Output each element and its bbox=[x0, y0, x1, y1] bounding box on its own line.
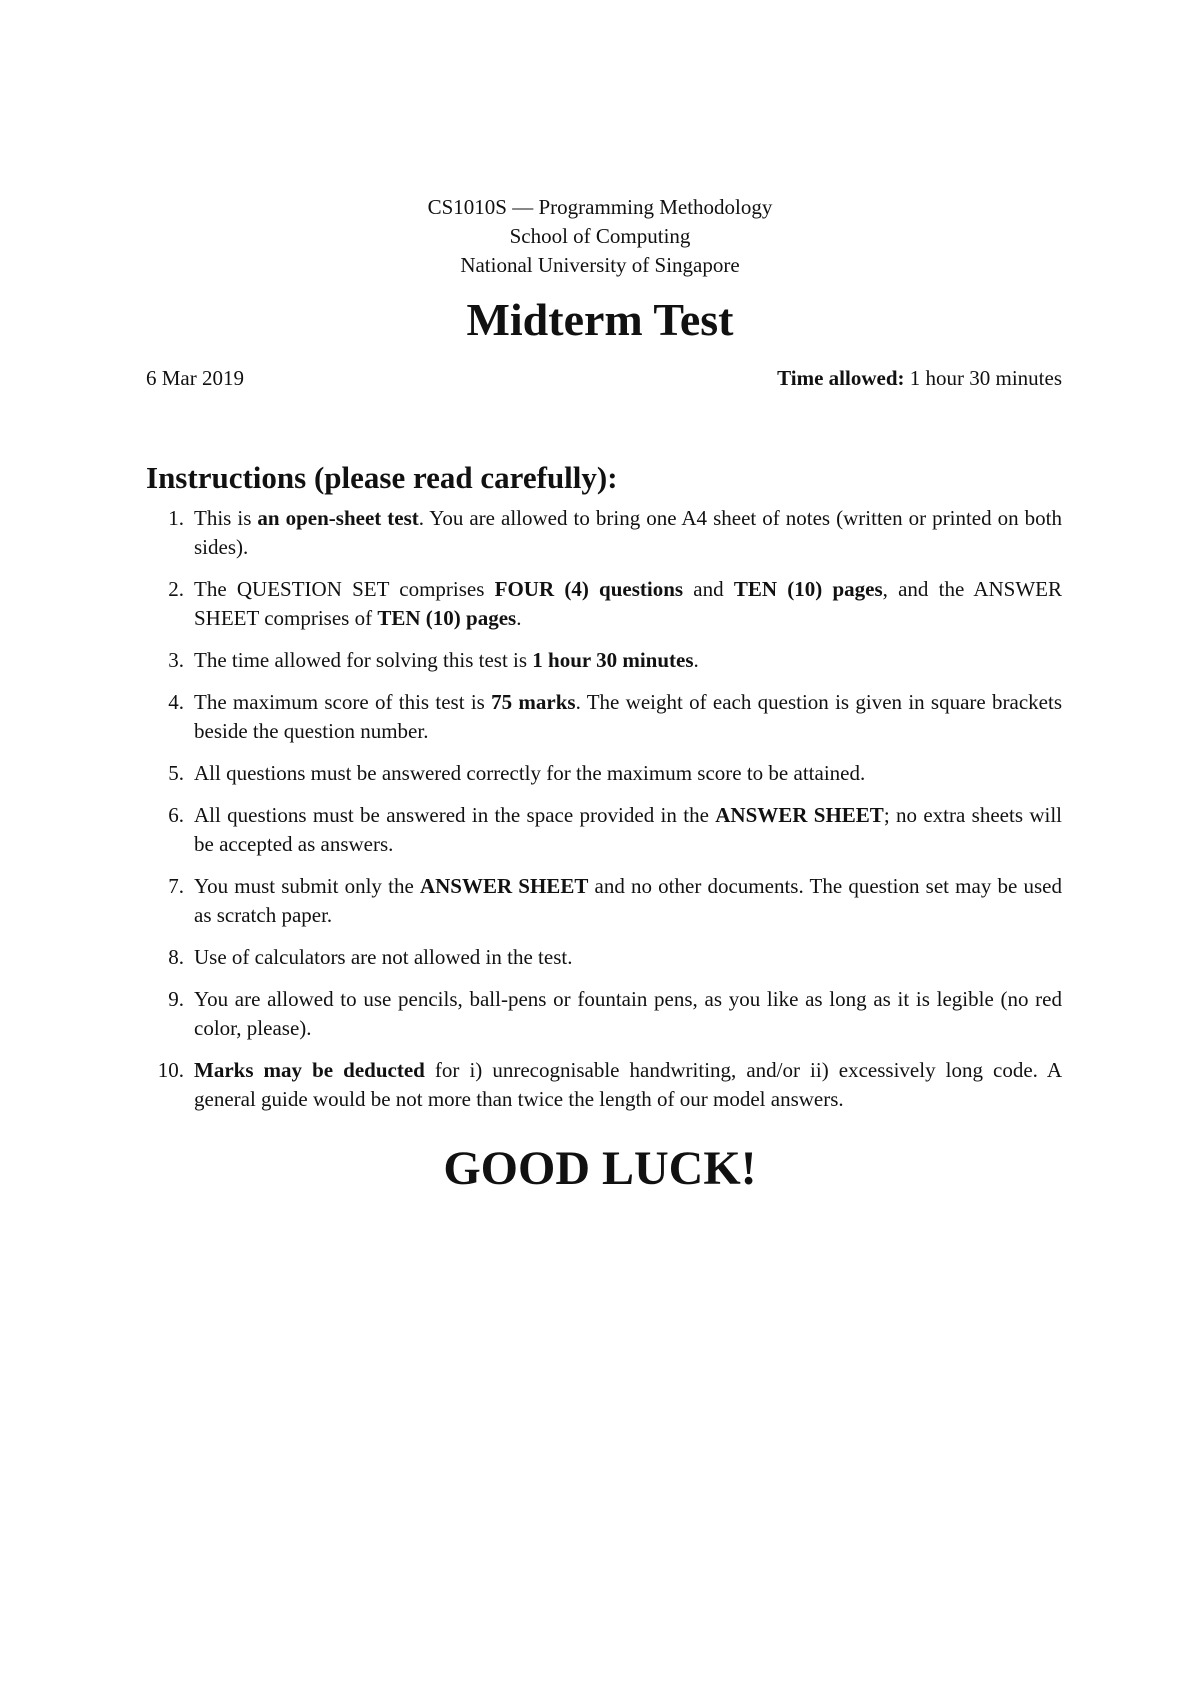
instruction-text: . The weight of each question is given in square brackets beside the question number. bbox=[194, 690, 1062, 743]
instruction-text: All questions must be answered correctly for the maximum score to be attained. bbox=[194, 761, 866, 785]
university-name: National University of Singapore bbox=[460, 253, 740, 277]
instruction-emphasis: Marks may be deducted bbox=[194, 1058, 425, 1082]
instruction-item bbox=[146, 575, 1062, 633]
time-allowed-label: Time allowed: bbox=[777, 366, 905, 390]
instruction-number: 4. bbox=[168, 690, 184, 714]
instruction-item bbox=[146, 801, 1062, 859]
instruction-text: The maximum score of this test is bbox=[194, 690, 492, 714]
instructions-heading: Instructions (please read carefully): bbox=[146, 460, 618, 495]
exam-meta-row bbox=[146, 364, 1062, 392]
time-allowed-value: 1 hour 30 minutes bbox=[909, 366, 1062, 390]
instruction-item bbox=[146, 872, 1062, 930]
instruction-emphasis: FOUR (4) questions bbox=[494, 577, 684, 601]
instruction-emphasis: TEN (10) pages bbox=[733, 577, 883, 601]
instruction-text: ; no extra sheets will be accepted as answers. bbox=[194, 803, 1063, 856]
page-title: Midterm Test bbox=[466, 294, 734, 345]
instruction-number: 10. bbox=[157, 1058, 184, 1082]
instruction-text: You must submit only the bbox=[194, 874, 420, 898]
instruction-text: The time allowed for solving this test is bbox=[194, 648, 533, 672]
instruction-item bbox=[146, 943, 1062, 972]
instruction-emphasis: 75 marks bbox=[491, 690, 576, 714]
instruction-text: . bbox=[516, 606, 522, 630]
instruction-emphasis: ANSWER SHEET bbox=[715, 803, 884, 827]
instruction-number: 2. bbox=[168, 577, 184, 601]
instruction-number: 7. bbox=[168, 874, 184, 898]
instruction-item bbox=[146, 646, 1062, 675]
instruction-emphasis: ANSWER SHEET bbox=[419, 874, 589, 898]
instruction-text: This is bbox=[194, 506, 258, 530]
instruction-number: 3. bbox=[168, 648, 184, 672]
instruction-text: The QUESTION SET comprises bbox=[194, 577, 495, 601]
instruction-number: 9. bbox=[168, 987, 184, 1011]
course-line: CS1010S — Programming Methodology bbox=[427, 195, 773, 219]
time-allowed bbox=[777, 364, 1062, 392]
instruction-emphasis: an open-sheet test bbox=[257, 506, 419, 530]
instruction-item bbox=[146, 688, 1062, 746]
instruction-text: All questions must be answered in the space provided in the bbox=[194, 803, 716, 827]
instruction-text: , and the ANSWER SHEET comprises of bbox=[194, 577, 1063, 630]
instruction-item bbox=[146, 985, 1062, 1043]
instruction-text: for i) unrecognisable handwriting, and/or ii) excessively long code. A general guide would be not more than twice the length of our model answers. bbox=[194, 1058, 1062, 1111]
instruction-number: 6. bbox=[168, 803, 184, 827]
instruction-number: 5. bbox=[168, 761, 184, 785]
instruction-text: and bbox=[683, 577, 734, 601]
exam-date: 6 Mar 2019 bbox=[146, 366, 244, 390]
instructions-list bbox=[146, 504, 1062, 1127]
course-header bbox=[0, 193, 1200, 280]
closing-message: GOOD LUCK! bbox=[443, 1142, 757, 1195]
instruction-text: . You are allowed to bring one A4 sheet of notes (written or printed on both sides). bbox=[194, 506, 1063, 559]
instruction-item bbox=[146, 759, 1062, 788]
school-name: School of Computing bbox=[509, 224, 691, 248]
instruction-item bbox=[146, 1056, 1062, 1114]
instruction-emphasis: TEN (10) pages bbox=[377, 606, 517, 630]
instruction-item bbox=[146, 504, 1062, 562]
instruction-text: . bbox=[693, 648, 699, 672]
instruction-number: 1. bbox=[168, 506, 184, 530]
instruction-number: 8. bbox=[168, 945, 184, 969]
instruction-emphasis: 1 hour 30 minutes bbox=[532, 648, 694, 672]
instruction-text: Use of calculators are not allowed in the test. bbox=[194, 945, 573, 969]
instruction-text: You are allowed to use pencils, ball-pens or fountain pens, as you like as long as it is legible (no red color, please). bbox=[194, 987, 1062, 1040]
instruction-text: and no other documents. The question set may be used as scratch paper. bbox=[194, 874, 1062, 927]
